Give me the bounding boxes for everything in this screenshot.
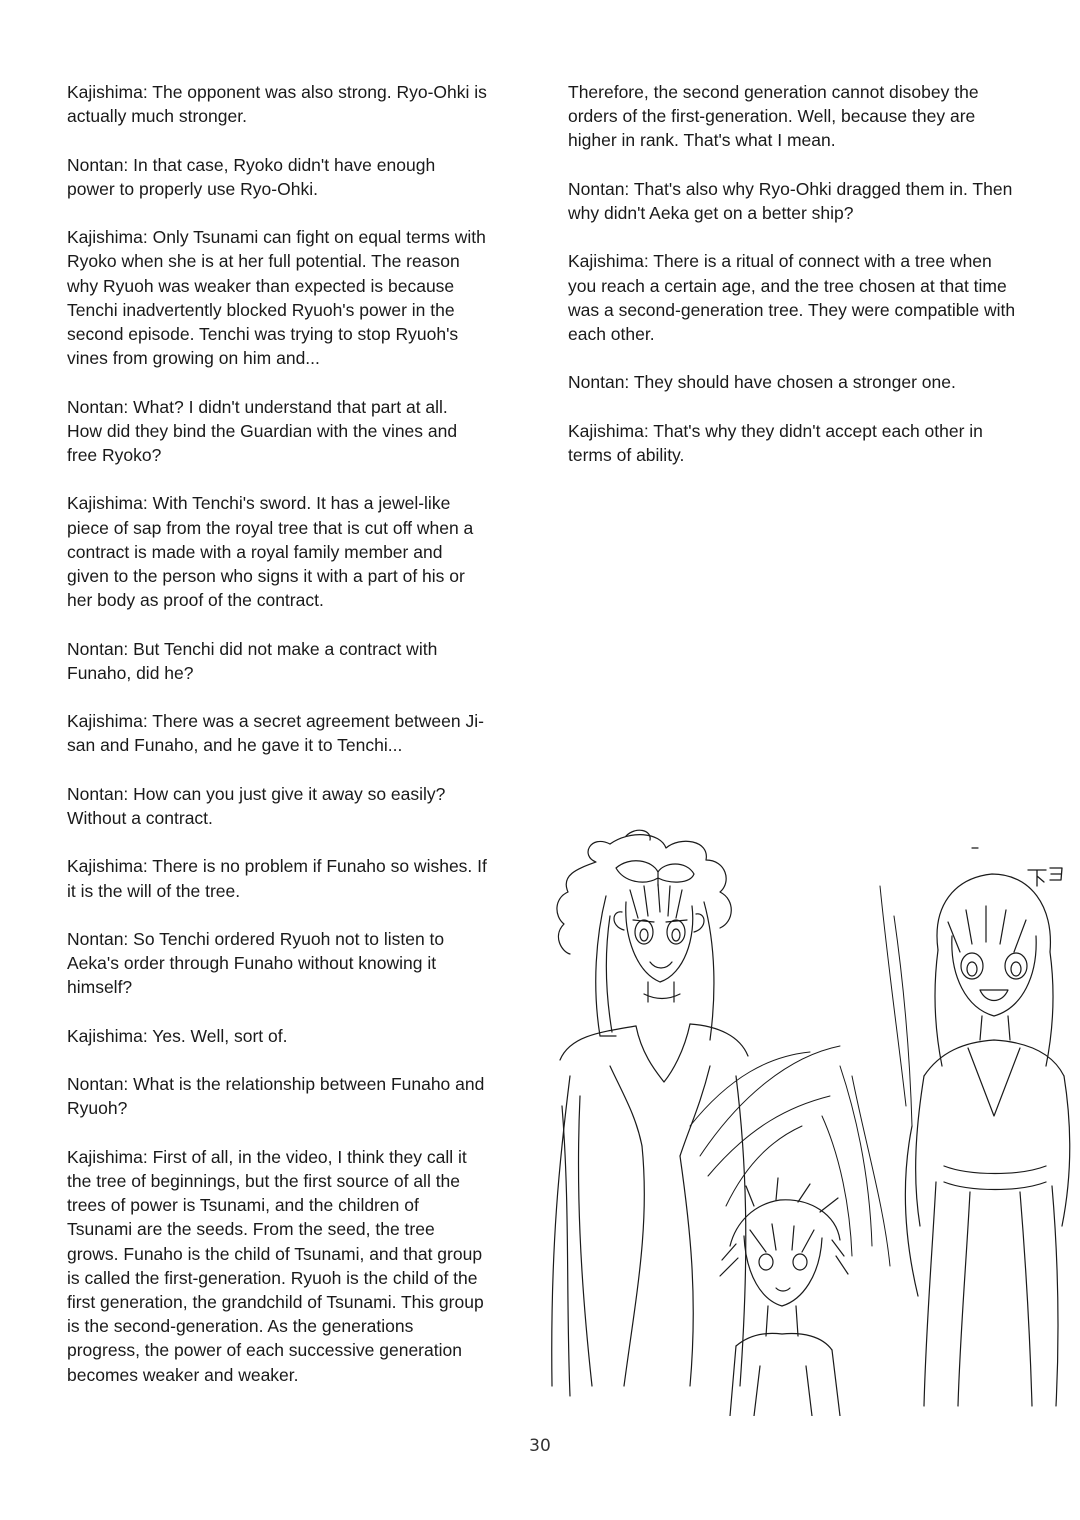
paragraph: Nontan: They should have chosen a stronger one. (568, 372, 956, 393)
paragraph: Kajishima: The opponent was also strong. Ryo-Ohki is actually much stronger. (67, 82, 487, 127)
paragraph: Kajishima: There is no problem if Funaho so wishes. If it is the will of the tree. (67, 856, 487, 901)
paragraph: Therefore, the second generation cannot disobey the orders of the first-generation. Well, because they are higher in rank. That's what I mean. (568, 82, 979, 151)
paragraph: Kajishima: First of all, in the video, I think they call it the tree of beginnings, but the first source of all the trees of power is Tsunami, and the children of Tsunami are the seeds. From the seed, the tree grows. Funaho is the child of Tsunami, and that group is called the first-generation. Ryuoh is the child of the first generation, the grandchild of Tsunami. This group is the second-generation. As the generations progress, the power of each successive generation becomes weaker and weaker. (67, 1146, 484, 1385)
paragraph: Kajishima: Yes. Well, sort of. (67, 1025, 288, 1046)
center-boy-figure (720, 1178, 848, 1416)
left-woman-figure (552, 830, 748, 1396)
right-text-column (568, 80, 1018, 491)
paragraph: Kajishima: Only Tsunami can fight on equal terms with Ryoko when she is at her full potential. The reason why Ryuoh was weaker than expected is because Tenchi inadvertently blocked Ryuoh's power in the second episode. Tenchi was trying to stop Ryuoh's vines from growing on him and... (67, 227, 486, 369)
paragraph: Nontan: How can you just give it away so easily? Without a contract. (67, 783, 446, 828)
paragraph: Nontan: What? I didn't understand that part at all. How did they bind the Guardian with the vines and free Ryoko? (67, 396, 458, 465)
paragraph: Nontan: But Tenchi did not make a contract with Funaho, did he? (67, 638, 438, 683)
grass-stalks (690, 886, 912, 1266)
artist-signature (1028, 868, 1062, 886)
paragraph: Nontan: In that case, Ryoko didn't have enough power to properly use Ryo-Ohki. (67, 154, 436, 199)
page-number: 30 (529, 1436, 551, 1456)
character-sketch-illustration (540, 826, 1072, 1416)
paragraph: Kajishima: With Tenchi's sword. It has a jewel-like piece of sap from the royal tree that is cut off when a contract is made with a royal family member and given to the person who signs it with a part of his or her body as proof of the contract. (67, 493, 474, 611)
paragraph: Kajishima: There was a secret agreement between Ji-san and Funaho, and he gave it to Tenchi... (67, 711, 484, 756)
right-girl-figure (905, 874, 1069, 1406)
left-text-column (67, 80, 487, 1411)
paragraph: Nontan: So Tenchi ordered Ryuoh not to listen to Aeka's order through Funaho without knowing it himself? (67, 928, 445, 998)
paragraph: Kajishima: There is a ritual of connect with a tree when you reach a certain age, and the tree chosen at that time was a second-generation tree. They were compatible with each other. (568, 251, 1016, 344)
paragraph: Kajishima: That's why they didn't accept each other in terms of ability. (568, 420, 983, 465)
paragraph: Nontan: That's also why Ryo-Ohki dragged them in. Then why didn't Aeka get on a better ship? (568, 178, 1013, 223)
paragraph: Nontan: What is the relationship between Funaho and Ryuoh? (67, 1074, 485, 1119)
